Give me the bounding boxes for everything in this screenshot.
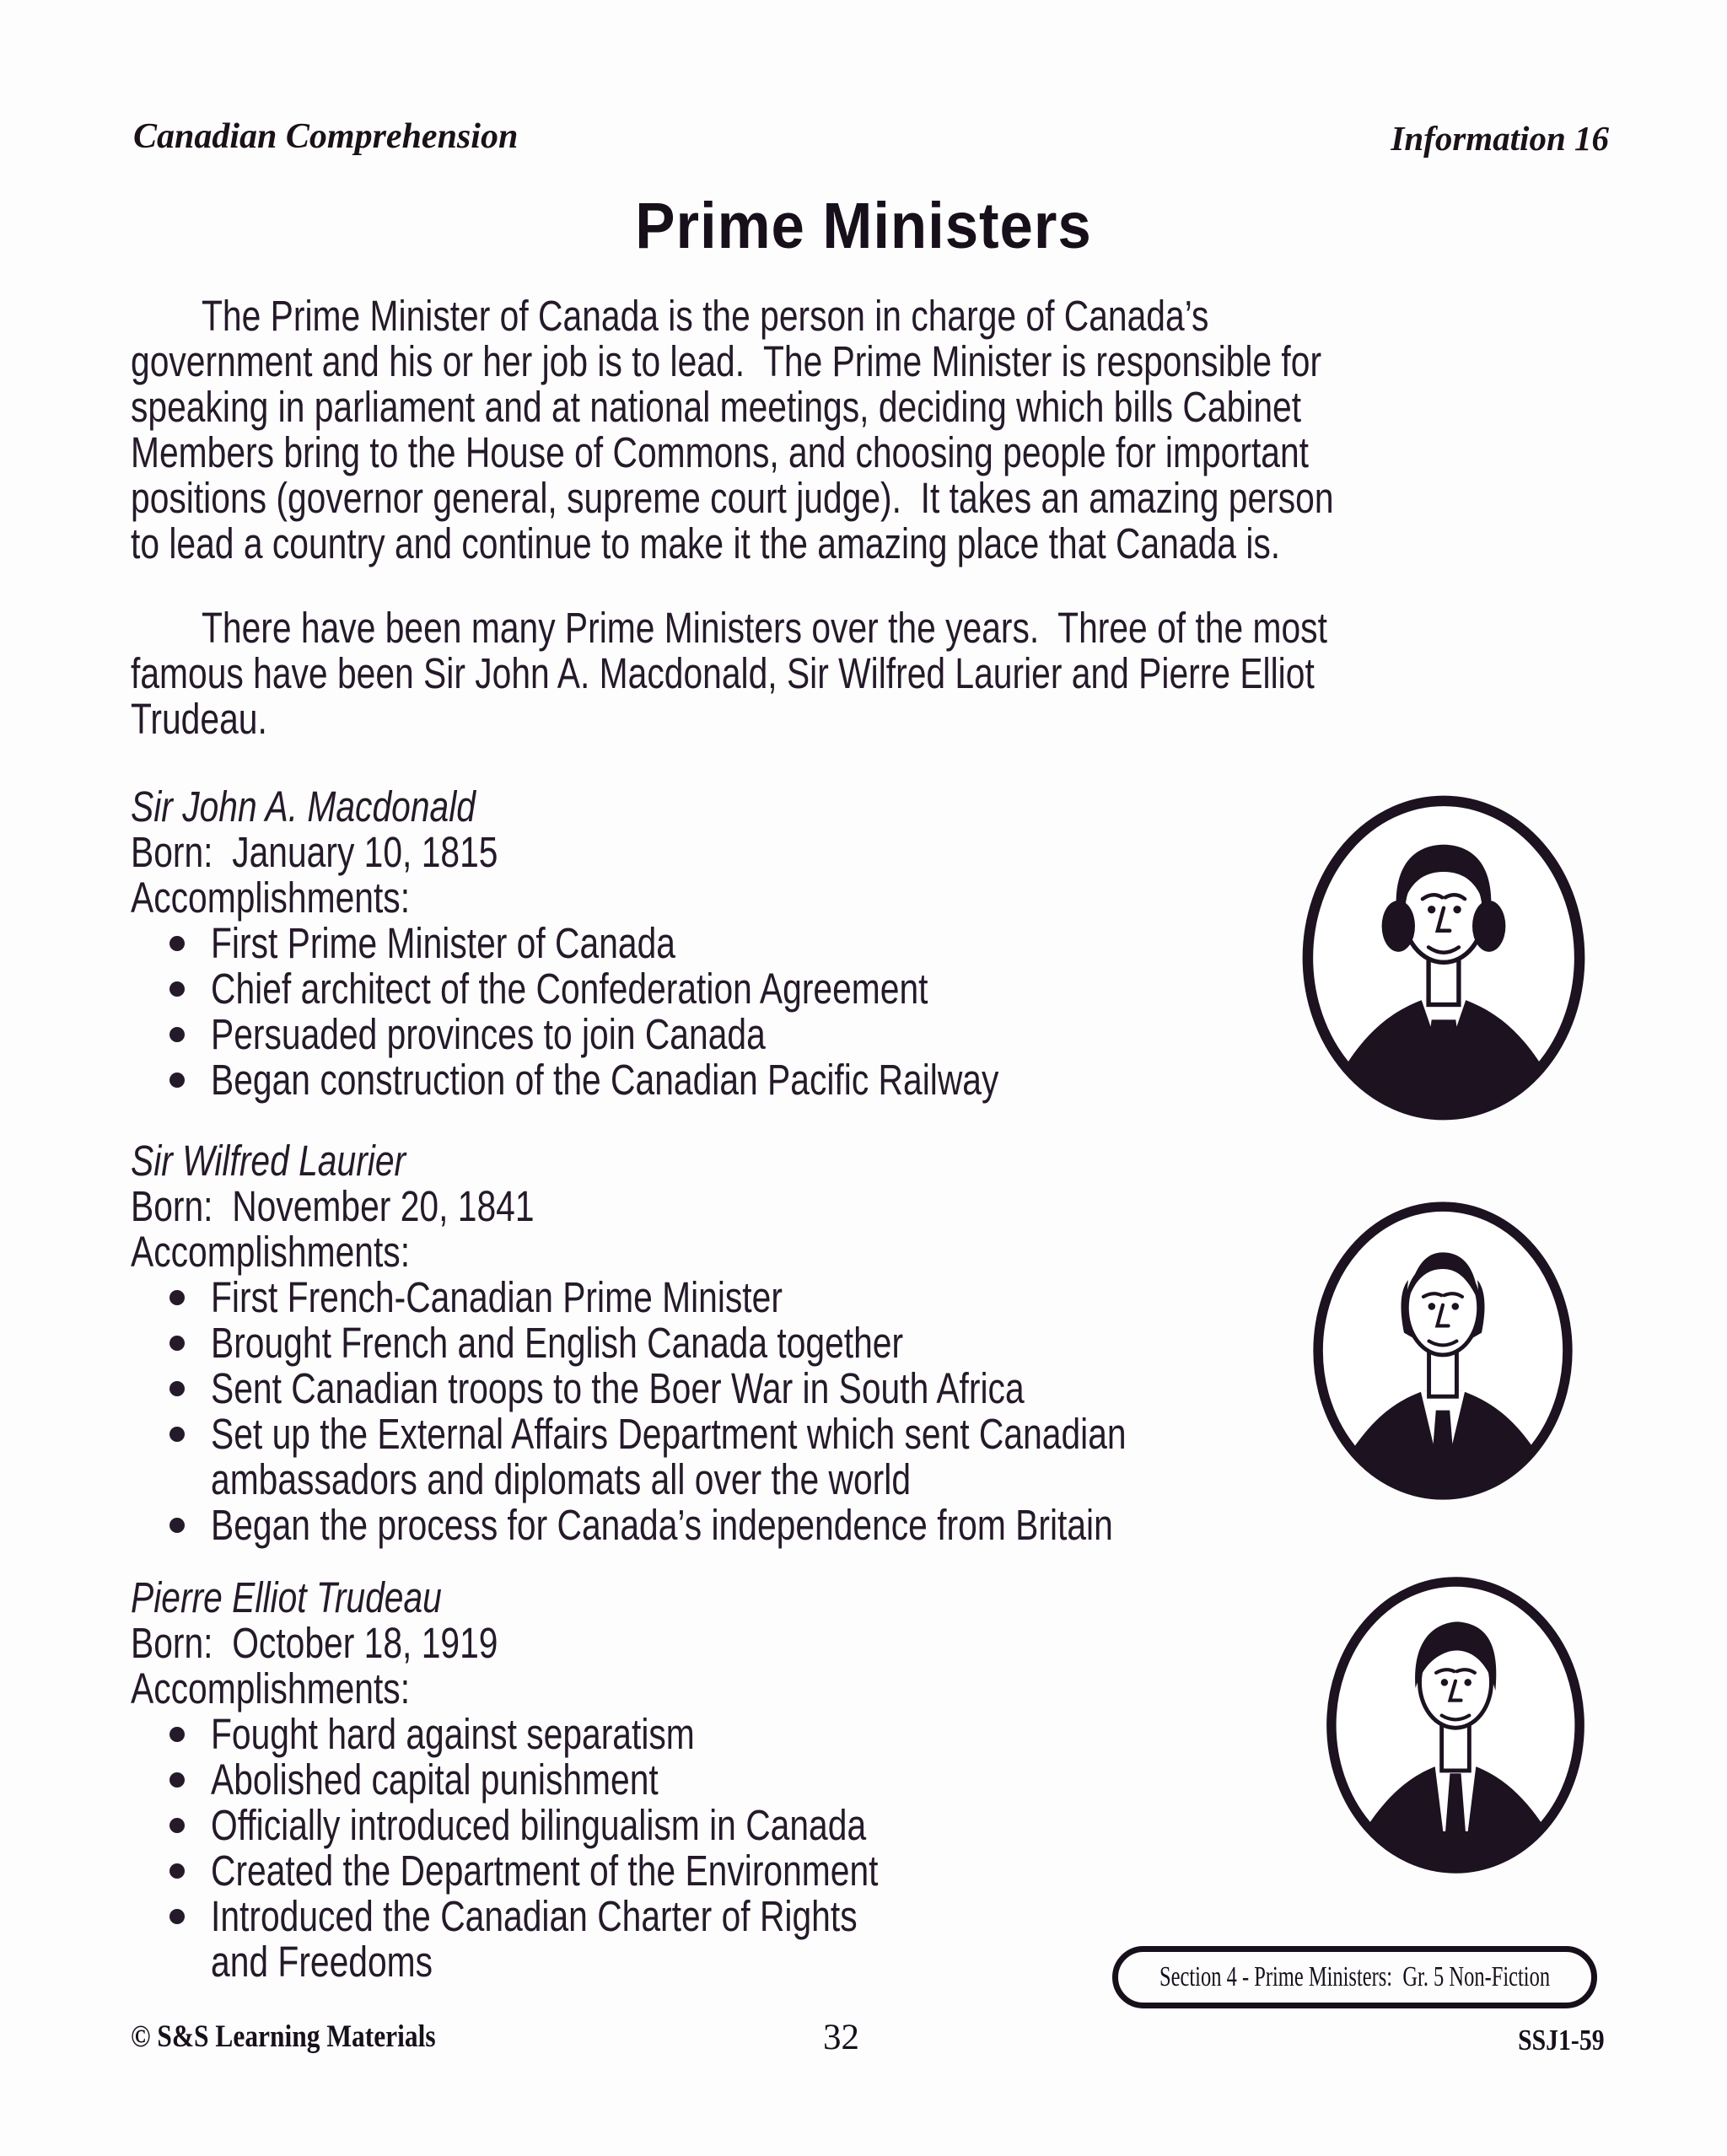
- bullet-dot-icon: [169, 1073, 185, 1088]
- text-line: Members bring to the House of Commons, and choosing people for important: [131, 428, 1310, 476]
- section-name: Pierre Elliot Trudeau: [131, 1573, 442, 1621]
- trudeau-portrait: [1314, 1567, 1597, 1884]
- bullet-dot-icon: [169, 1772, 185, 1788]
- born-line: Born: January 10, 1815: [131, 828, 498, 876]
- page-title: Prime Ministers: [635, 190, 1092, 262]
- bullet-line: Fought hard against separatism: [211, 1710, 695, 1758]
- text-line: famous have been Sir John A. Macdonald, Sir Wilfred Laurier and Pierre Elliot: [131, 649, 1315, 697]
- bullet-dot-icon: [169, 1381, 185, 1396]
- text-line: Trudeau.: [131, 695, 267, 743]
- bullet-line: First French-Canadian Prime Minister: [211, 1273, 783, 1321]
- section-name: Sir Wilfred Laurier: [131, 1137, 406, 1185]
- footer-product-code: SSJ1-59: [1518, 2024, 1605, 2057]
- born-line: Born: October 18, 1919: [131, 1619, 498, 1667]
- intro-paragraph-2: [131, 605, 1615, 742]
- born-line: Born: November 20, 1841: [131, 1182, 535, 1230]
- bullet-dot-icon: [169, 981, 185, 997]
- bullet-line: Sent Canadian troops to the Boer War in South Africa: [211, 1364, 1025, 1412]
- bullet-dot-icon: [169, 1909, 185, 1924]
- bullet-dot-icon: [169, 1427, 185, 1442]
- footer-copyright: © S&S Learning Materials: [131, 2019, 436, 2054]
- text-line: positions (governor general, supreme court judge). It takes an amazing person: [131, 474, 1334, 522]
- page-number: 32: [823, 2018, 859, 2057]
- bullet-line: Officially introduced bilingualism in Canada: [211, 1801, 867, 1849]
- intro-paragraph-1: [131, 293, 1615, 567]
- header-book-title: Canadian Comprehension: [133, 117, 519, 156]
- bullet-dot-icon: [169, 1863, 185, 1879]
- bullet-line: Introduced the Canadian Charter of Rights: [211, 1892, 858, 1940]
- bullet-dot-icon: [169, 1336, 185, 1351]
- bullet-line: Abolished capital punishment: [211, 1755, 659, 1804]
- bullet-line: Created the Department of the Environment: [211, 1847, 879, 1895]
- bullet-dot-icon: [169, 1290, 185, 1305]
- header-section-label: Information 16: [1391, 119, 1609, 158]
- bullet-line: Persuaded provinces to join Canada: [211, 1010, 766, 1058]
- laurier-portrait: [1289, 1191, 1597, 1510]
- text-line: to lead a country and continue to make it the amazing place that Canada is.: [131, 519, 1281, 567]
- bullet-line: Set up the External Affairs Department which sent Canadian: [211, 1410, 1127, 1458]
- text-line: speaking in parliament and at national meetings, deciding which bills Cabinet: [131, 383, 1302, 431]
- text-line: There have been many Prime Ministers over the years. Three of the most: [202, 604, 1327, 652]
- bullet-line: Brought French and English Canada together: [211, 1319, 904, 1367]
- bullet-line: Chief architect of the Confederation Agreement: [211, 965, 928, 1013]
- accomplishments-label: Accomplishments:: [131, 874, 411, 922]
- bullet-dot-icon: [169, 1727, 185, 1742]
- accomplishments-label: Accomplishments:: [131, 1664, 411, 1712]
- text-line: The Prime Minister of Canada is the person in charge of Canada’s: [202, 292, 1209, 340]
- section-badge: [1112, 1946, 1597, 2008]
- bullet-dot-icon: [169, 1518, 185, 1533]
- accomplishments-label: Accomplishments:: [131, 1228, 411, 1276]
- section-name: Sir John A. Macdonald: [131, 782, 476, 831]
- section-badge-label: Section 4 - Prime Ministers: Gr. 5 Non-Fiction: [1159, 1961, 1551, 1992]
- bullet-line: First Prime Minister of Canada: [211, 919, 675, 967]
- bullet-line: Began the process for Canada’s independence from Britain: [211, 1501, 1113, 1549]
- bullet-line: Began construction of the Canadian Pacific Railway: [211, 1056, 999, 1104]
- bullet-dot-icon: [169, 1027, 185, 1042]
- text-line: government and his or her job is to lead. The Prime Minister is responsible for: [131, 337, 1322, 385]
- bullet-dot-icon: [169, 936, 185, 951]
- bullet-dot-icon: [169, 1818, 185, 1833]
- macdonald-portrait: [1293, 784, 1595, 1132]
- bullet-line: and Freedoms: [211, 1938, 433, 1986]
- bullet-line: ambassadors and diplomats all over the world: [211, 1455, 912, 1503]
